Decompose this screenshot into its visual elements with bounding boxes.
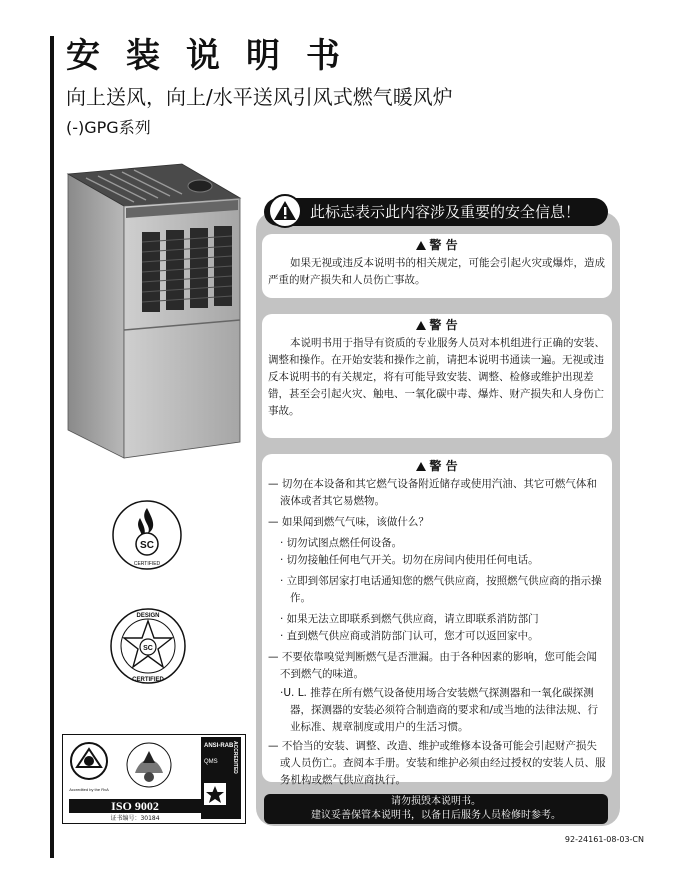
page-subtitle: 向上送风，向上/水平送风引风式燃气暖风炉 [66, 85, 453, 109]
footer-notice-line-1: 请勿损毁本说明书。 [391, 796, 481, 807]
csa-certified-mark [110, 498, 184, 572]
cert1-csa-text: SC [140, 540, 154, 551]
warning3-bullet-3: · 立即到邻居家打电话通知您的燃气供应商，按照燃气供应商的指示操作。 [280, 575, 602, 604]
cert1-label: CERTIFIED [133, 561, 161, 567]
warning3-bullet-1: · 切勿试图点燃任何设备。 [280, 537, 403, 549]
warning-icon [416, 321, 426, 330]
iso-label: ISO 9002 [69, 799, 201, 813]
warning3-item-3: — 不要依靠嗅觉判断燃气是否泄漏。由于各种因素的影响，您可能会闻不到燃气的味道。 [268, 651, 597, 680]
safety-banner-text: 此标志表示此内容涉及重要的安全信息！ [310, 203, 581, 221]
warning-icon [416, 462, 426, 471]
cert2-top-label: DESIGN [136, 613, 160, 619]
safety-banner [264, 198, 608, 226]
cert2-csa-text: SC [143, 645, 153, 652]
product-series: (-)GPG系列 [66, 118, 151, 137]
warning3-item-4: — 不恰当的安装、调整、改造、维护或维修本设备可能会引起财产损失或人员伤亡。查阅本手册。安装和维护必须由经过授权的安装人员、服务机构或燃气供应商执行。 [268, 740, 606, 786]
warning3-bullet-6: ·U. L. 推荐在所有燃气设备使用场合安装燃气探测器和一氧化碳探测器，探测器的安装必须符合制造商的要求和/或当地的法律法规、行业标准、规章制度或用户的生活习惯。 [280, 687, 599, 733]
accredited-label: ACCREDITED [232, 741, 238, 774]
warning-heading-1: 警 告 [268, 237, 606, 253]
page-title: 安装说明书 [66, 36, 366, 76]
cert2-bottom-label: CERTIFIED [132, 677, 164, 683]
warning3-bullet-5: · 直到燃气供应商或消防部门认可，您才可以返回家中。 [280, 630, 539, 642]
iso-logos [65, 737, 203, 799]
iso-note: Accredited by the RvA [69, 787, 109, 792]
warning3-item-2: — 如果闻到燃气气味，该做什么？ [268, 516, 429, 528]
warning3-item-1: — 切勿在本设备和其它燃气设备附近储存或使用汽油、其它可燃气体和液体或者其它易燃物。 [268, 478, 597, 507]
design-certified-mark [108, 606, 188, 686]
warning3-bullet-2: · 切勿接触任何电气开关。切勿在房间内使用任何电话。 [280, 554, 539, 566]
warning-triangle-icon [268, 194, 302, 228]
warning-text-2: 本说明书用于指导有资质的专业服务人员对本机组进行正确的安装、调整和操作。在开始安装和操作之前，请把本说明书通读一遍。无视或违反本说明书的有关规定，将有可能导致安装、调整、检修或维护出现差错，甚至会引起火灾、触电、一氧化碳中毒、爆炸、财产损失和人身伤亡事故。 [268, 337, 605, 417]
warning-heading-3: 警 告 [268, 458, 606, 474]
furnace-illustration [64, 160, 244, 460]
warning-box-1 [262, 234, 612, 298]
document-number: 92-24161-08-03-CN [564, 835, 644, 844]
warning-text-1: 如果无视或违反本说明书的相关规定，可能会引起火灾或爆炸，造成严重的财产损失和人员伤亡事故。 [268, 257, 605, 286]
warning-heading-2: 警 告 [268, 317, 606, 333]
ansi-qms: QMS [204, 759, 218, 765]
footer-notice-line-2: 建议妥善保管本说明书，以备日后服务人员检修时参考。 [311, 810, 561, 821]
footer-notice [264, 794, 608, 824]
ansi-label: ANSI-RAB [204, 743, 234, 749]
iso-certification-box [62, 734, 246, 824]
left-margin-bar [50, 36, 54, 858]
warning3-bullet-4: · 如果无法立即联系到燃气供应商，请立即联系消防部门 [280, 613, 539, 625]
warning-icon [416, 241, 426, 250]
warning-box-3 [262, 454, 612, 786]
warning-box-2 [262, 314, 612, 438]
iso-certificate-number: 证书编号：30184 [110, 815, 160, 822]
ansi-rab-badge [201, 737, 241, 819]
